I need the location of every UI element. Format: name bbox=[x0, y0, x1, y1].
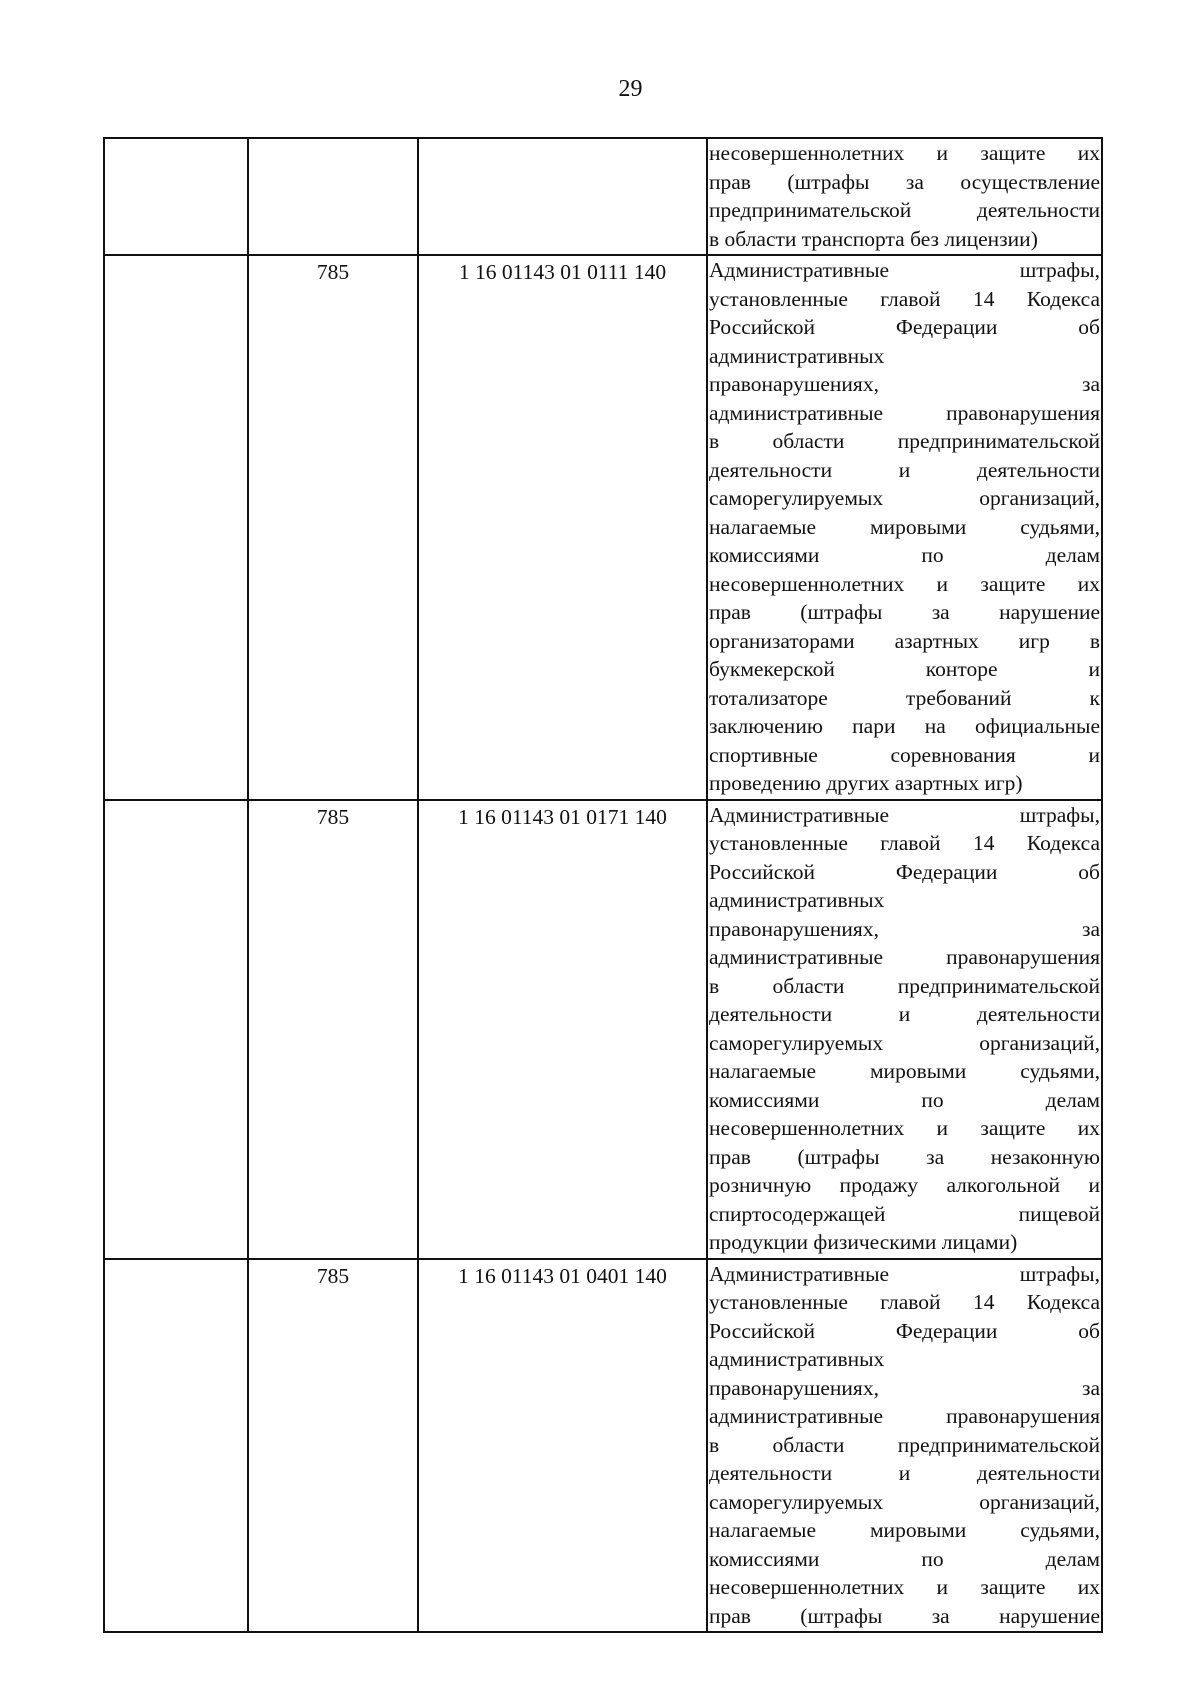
description-line: в области транспорта без лицензии) bbox=[709, 226, 1038, 251]
first-column-cell bbox=[104, 1259, 248, 1633]
admin-code-cell: 785 bbox=[248, 1259, 418, 1633]
admin-code-cell: 785 bbox=[248, 800, 418, 1259]
description-line: тотализаторе требований к bbox=[709, 685, 1100, 710]
admin-code-cell bbox=[248, 138, 418, 255]
description-line: несовершеннолетних и защите их bbox=[709, 141, 1100, 165]
description-line: комиссиями по делам bbox=[709, 1546, 1100, 1571]
budget-codes-table bbox=[103, 137, 1103, 1633]
description-line: Российской Федерации об bbox=[709, 315, 1100, 339]
description-line: налагаемые мировыми судьями, bbox=[709, 514, 1100, 539]
description-line: спортивные соревнования и bbox=[709, 742, 1100, 767]
description-line: несовершеннолетних и защите их bbox=[709, 1116, 1100, 1140]
description-line: административных bbox=[709, 888, 885, 912]
description-line: несовершеннолетних и защите их bbox=[709, 1575, 1100, 1599]
description-line: спиртосодержащей пищевой bbox=[709, 1201, 1100, 1226]
table-row bbox=[104, 138, 1102, 255]
first-column-cell bbox=[104, 800, 248, 1259]
description-line: административные правонарушения bbox=[709, 400, 1100, 425]
budget-code-cell: 1 16 01143 01 0111 140 bbox=[418, 255, 707, 800]
table-row bbox=[104, 255, 1102, 800]
description-line: Российской Федерации об bbox=[709, 1318, 1100, 1343]
description-line: продукции физическими лицами) bbox=[709, 1230, 1018, 1254]
description-line: в области предпринимательской bbox=[709, 973, 1100, 998]
description-line: розничную продажу алкогольной и bbox=[709, 1173, 1100, 1197]
description-line: Российской Федерации об bbox=[709, 859, 1100, 884]
description-line: деятельности и деятельности bbox=[709, 1002, 1100, 1026]
description-line: деятельности и деятельности bbox=[709, 1461, 1100, 1485]
description-cell bbox=[707, 1259, 1102, 1633]
budget-code-cell bbox=[418, 138, 707, 255]
description-line: правонарушениях, за bbox=[709, 372, 1100, 396]
description-cell bbox=[707, 255, 1102, 800]
description-line: прав (штрафы за нарушение bbox=[709, 1603, 1100, 1628]
description-line: комиссиями по делам bbox=[709, 543, 1100, 567]
table-row bbox=[104, 1259, 1102, 1633]
description-line: установленные главой 14 Кодекса bbox=[709, 1290, 1100, 1314]
description-line: Административные штрафы, bbox=[709, 258, 1100, 282]
table-row bbox=[104, 800, 1102, 1259]
table-body bbox=[104, 138, 1102, 1632]
description-cell bbox=[707, 800, 1102, 1259]
description-line: правонарушениях, за bbox=[709, 916, 1100, 941]
description-line: налагаемые мировыми судьями, bbox=[709, 1518, 1100, 1542]
admin-code-cell: 785 bbox=[248, 255, 418, 800]
first-column-cell bbox=[104, 255, 248, 800]
description-line: в области предпринимательской bbox=[709, 1432, 1100, 1457]
description-line: административных bbox=[709, 1347, 885, 1371]
description-line: саморегулируемых организаций, bbox=[709, 486, 1100, 510]
description-line: налагаемые мировыми судьями, bbox=[709, 1059, 1100, 1083]
description-line: деятельности и деятельности bbox=[709, 457, 1100, 482]
description-line: Административные штрафы, bbox=[709, 802, 1100, 827]
description-line: саморегулируемых организаций, bbox=[709, 1030, 1100, 1055]
description-line: установленные главой 14 Кодекса bbox=[709, 286, 1100, 311]
description-line: прав (штрафы за осуществление bbox=[709, 169, 1100, 194]
first-column-cell bbox=[104, 138, 248, 255]
description-line: в области предпринимательской bbox=[709, 429, 1100, 453]
budget-code-cell: 1 16 01143 01 0171 140 bbox=[418, 800, 707, 1259]
description-line: несовершеннолетних и защите их bbox=[709, 571, 1100, 596]
description-line: прав (штрафы за незаконную bbox=[709, 1144, 1100, 1169]
description-line: Административные штрафы, bbox=[709, 1261, 1100, 1286]
description-line: комиссиями по делам bbox=[709, 1087, 1100, 1112]
description-line: организаторами азартных игр в bbox=[709, 628, 1100, 653]
description-line: заключению пари на официальные bbox=[709, 714, 1100, 738]
description-line: проведению других азартных игр) bbox=[709, 771, 1023, 795]
description-line: установленные главой 14 Кодекса bbox=[709, 831, 1100, 855]
description-line: прав (штрафы за нарушение bbox=[709, 600, 1100, 624]
budget-code-cell: 1 16 01143 01 0401 140 bbox=[418, 1259, 707, 1633]
page-number: 29 bbox=[618, 76, 643, 102]
description-line: административных bbox=[709, 343, 885, 368]
description-line: правонарушениях, за bbox=[709, 1375, 1100, 1400]
description-line: предпринимательской деятельности bbox=[709, 198, 1100, 222]
description-cell bbox=[707, 138, 1102, 255]
description-line: административные правонарушения bbox=[709, 945, 1100, 969]
description-line: административные правонарушения bbox=[709, 1404, 1100, 1428]
description-line: саморегулируемых организаций, bbox=[709, 1489, 1100, 1514]
description-line: букмекерской конторе и bbox=[709, 657, 1100, 681]
